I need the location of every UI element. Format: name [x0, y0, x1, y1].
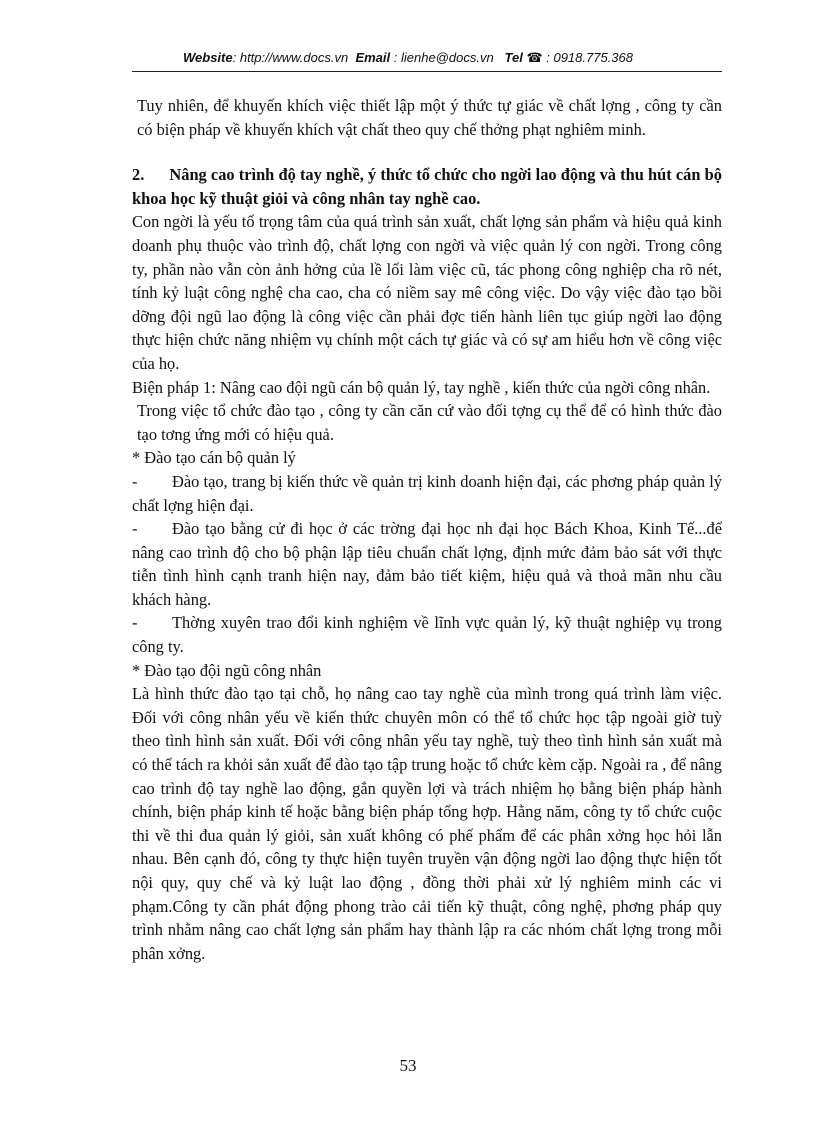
subheading-management-training: * Đào tạo cán bộ quản lý [132, 448, 296, 468]
paragraph-human-factor: Con ngời là yếu tố trọng tâm của quá trình sản xuất, chất lợng sản phẩm và hiệu quả kinh doanh phụ thuộc vào trình độ, chất lợng con ngời và việc quản lý con ngời. Trong công ty, phần nào vẫn còn ảnh hởng của lề lối làm việc cũ, tác phong công nghiệp cha rõ nét, tính kỷ luật công nghệ cha cao, cha có niềm say mê công việc. Do vậy việc đào tạo bồi dỡng đội ngũ lao động là công việc cần phải đợc tiến hành liên tục giúp ngời lao động thực hiện chức năng nhiệm vụ chính một cách tự giác và có sự am hiểu hơn về công việc của họ. [132, 212, 722, 373]
dash-marker: - [132, 613, 138, 633]
paragraph-measure-1: Biện pháp 1: Nâng cao đội ngũ cán bộ quản lý, tay nghề , kiến thức của ngời công nhân. [132, 377, 711, 397]
paragraph-intro: Tuy nhiên, để khuyến khích việc thiết lập một ý thức tự giác về chất lợng , công ty cần có biện pháp về khuyến khích vật chất theo quy chế thởng phạt nghiêm minh. [137, 96, 722, 139]
list-item [132, 611, 722, 658]
email-label: Email [355, 50, 391, 65]
website-value: : http://www.docs.vn [232, 50, 349, 65]
dash-marker: - [132, 519, 138, 539]
list-item [132, 517, 722, 611]
list-item-text: Đào tạo bằng cử đi học ở các trờng đại học nh đại học Bách Khoa, Kinh Tế...để nâng cao trình độ cho bộ phận lập tiêu chuẩn chất lợng, định mức đảm bảo sát với thực tiễn tình hình cạnh tranh hiện nay, đảm bảo tiết kiệm, hiệu quả và thoả mãn nhu cầu khách hàng. [132, 519, 722, 609]
website-label: Website [183, 50, 233, 65]
section-title: Nâng cao trình độ tay nghề, ý thức tổ chức cho ngời lao động và thu hút cán bộ khoa học kỹ thuật giỏi và công nhân tay nghề cao. [132, 165, 722, 208]
subheading-worker-training: * Đào tạo đội ngũ công nhân [132, 660, 322, 680]
paragraph-training-form: Trong việc tổ chức đào tạo , công ty cần căn cứ vào đối tợng cụ thể để có hình thức đào tạo tơng ứng mới có hiệu quả. [137, 401, 722, 444]
dash-marker: - [132, 471, 138, 491]
page-number: 53 [399, 1056, 417, 1075]
list-item-text: Thờng xuyên trao đổi kinh nghiệm về lĩnh vực quản lý, kỹ thuật nghiệp vụ trong công ty. [132, 613, 722, 657]
email-value: : lienhe@docs.vn [390, 50, 494, 65]
paragraph-worker-training: Là hình thức đào tạo tại chỗ, họ nâng cao tay nghề của mình trong quá trình làm việc. Đối với công nhân yếu về kiến thức chuyên môn có thể tổ chức học tập ngoài giờ tuỳ theo tình hình sản xuất. Đối với công nhân yếu tay nghề, tuỳ theo tình hình sản xuất mà có thể tách ra khỏi sản xuất để đào tạo tập trung hoặc tổ chức kèm cặp. Ngoài ra , để nâng cao trình độ tay nghề lao động, gắn quyền lợi và trách nhiệm họ bằng biện pháp hành chính, biện pháp kinh tế hoặc bằng biện pháp tổng hợp. Hằng năm, công ty tổ chức cuộc thi về thi đua quản lý giỏi, sản xuất không có phế phẩm để các phân xởng học hỏi lẫn nhau. Bên cạnh đó, công ty thực hiện tuyên truyền vận động ngời lao động thực hiện tốt nội quy, quy chế và kỷ luật lao động , đồng thời phải xử lý nghiêm minh các vi phạm.Công ty cần phát động phong trào cải tiến kỹ thuật, công nghệ, phơng pháp quy trình nhằm nâng cao chất lợng sản phẩm hay thành lập ra các nhóm chất lợng trong mỗi phân xởng. [132, 684, 722, 963]
list-item-text: Đào tạo, trang bị kiến thức về quản trị kinh doanh hiện đại, các phơng pháp quản lý chất lợng hiện đại. [132, 471, 722, 515]
tel-value: ☎ : 0918.775.368 [522, 50, 633, 65]
header-divider [132, 71, 722, 72]
list-item [132, 470, 722, 517]
tel-label: Tel [504, 50, 523, 65]
section-heading-2 [132, 163, 722, 210]
section-number: 2. [132, 165, 145, 185]
document-body [132, 94, 722, 965]
page-header [0, 50, 816, 66]
